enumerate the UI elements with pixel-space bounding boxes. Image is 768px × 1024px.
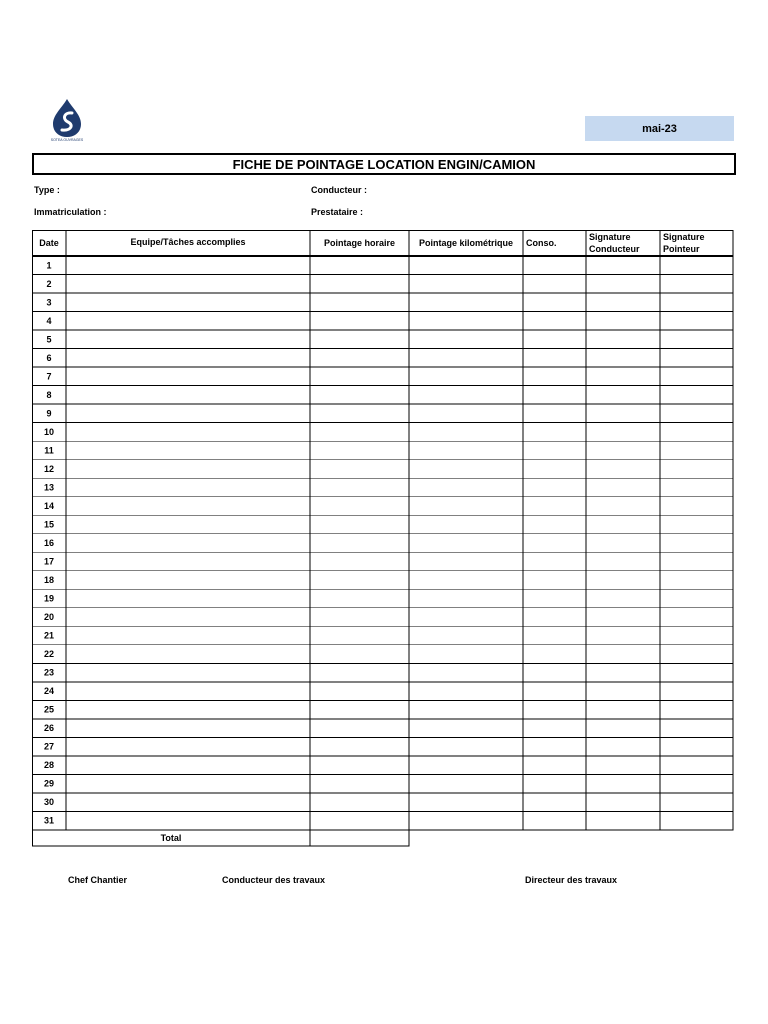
row-date-number: 27 [43,741,55,752]
row-date-number: 31 [43,815,55,826]
row-date-number: 13 [43,482,55,493]
row-date-number: 1 [46,260,52,271]
column-header: Pointeur [663,244,700,254]
row-date-number: 14 [43,500,55,511]
row-date-number: 17 [43,556,55,567]
row-date-number: 20 [43,612,55,623]
total-value-cell [310,830,409,846]
row-date-number: 15 [43,519,55,530]
table-border [33,231,734,831]
row-date-number: 16 [43,538,55,548]
row-date-number: 29 [43,778,55,789]
column-header: Pointage kilométrique [418,238,514,248]
column-header: Signature [589,232,631,242]
column-header: Conducteur [589,244,640,254]
row-date-number: 30 [43,797,55,808]
column-header: Pointage horaire [323,238,396,248]
column-header: Conso. [526,238,557,248]
row-date-number: 2 [46,278,52,289]
row-date-number: 3 [46,297,52,308]
chef-chantier-label: Chef Chantier [68,875,128,885]
form-title-box [32,153,736,175]
prestataire-label: Prestataire : [311,207,364,217]
row-date-number: 4 [46,315,52,326]
row-date-number: 26 [43,723,55,734]
row-date-number: 21 [43,630,55,641]
month-text: mai-23 [642,122,677,135]
row-date-number: 19 [43,593,55,604]
conducteur-label: Conducteur : [311,185,367,195]
column-header-date: Date [39,238,59,248]
row-date-number: 22 [43,649,55,660]
row-date-number: 9 [46,408,52,419]
logo-drop-icon [44,97,90,143]
month-cell [585,116,734,141]
row-date-number: 10 [43,426,55,437]
row-date-number: 11 [44,445,54,456]
pointage-table [32,230,736,850]
row-date-number: 8 [46,389,52,400]
immatriculation-label: Immatriculation : [34,207,107,217]
row-date-number: 24 [43,686,55,697]
company-logo [44,97,90,143]
column-header: Signature [663,232,705,242]
svg-text:SOTEA OUVRAGES: SOTEA OUVRAGES [50,138,84,142]
row-date-number: 12 [43,463,55,474]
row-date-number: 6 [46,352,52,363]
type-label: Type : [34,185,60,195]
row-date-number: 23 [43,667,55,678]
row-date-number: 25 [43,704,55,715]
directeur-travaux-label: Directeur des travaux [525,875,618,885]
row-date-number: 28 [43,760,55,771]
column-header: Equipe/Tâches accomplies [130,237,246,247]
row-date-number: 18 [43,575,55,586]
total-label: Total [160,833,182,843]
row-date-number: 5 [46,334,52,345]
conducteur-travaux-label: Conducteur des travaux [222,875,326,885]
row-date-number: 7 [46,371,52,382]
form-title: FICHE DE POINTAGE LOCATION ENGIN/CAMION [232,156,536,172]
